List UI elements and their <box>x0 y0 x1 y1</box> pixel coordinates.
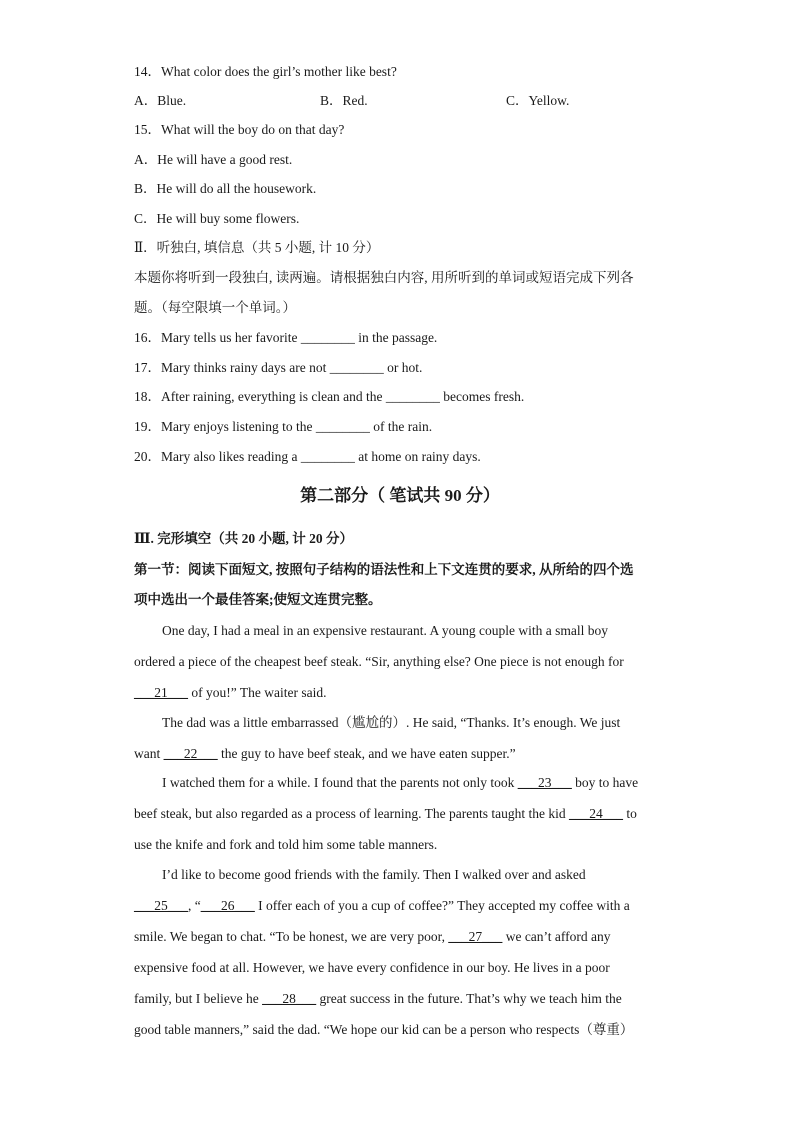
fill-question-18: 18．After raining, everything is clean and the ________ becomes fresh. <box>134 389 525 404</box>
passage-line: family, but I believe he ___28___ great success in the future. That’s why we teach him the <box>134 991 622 1006</box>
passage-line: One day, I had a meal in an expensive restaurant. A young couple with a small boy <box>162 623 609 638</box>
question-15: 15．What will the boy do on that day? <box>134 122 345 137</box>
blank-25: ___25___ <box>134 898 188 913</box>
passage-line: good table manners,” said the dad. “We hope our kid can be a person who respects（尊重） <box>134 1022 634 1037</box>
option-c: C．Yellow. <box>506 93 570 108</box>
section-2-title: Ⅱ．听独白, 填信息（共 5 小题, 计 10 分） <box>134 240 380 255</box>
blank-26: ___26___ <box>200 898 255 913</box>
section-2-instruction: 本题你将听到一段独白, 读两遍。请根据独白内容, 用所听到的单词或短语完成下列各 <box>134 270 634 285</box>
passage-line: want ___22___ the guy to have beef steak, and we have eaten supper.” <box>134 746 516 761</box>
section-3-title: Ⅲ. 完形填空（共 20 小题, 计 20 分） <box>134 531 353 546</box>
option-b: B．Red. <box>320 93 368 108</box>
blank-21: ___21___ <box>134 685 188 700</box>
fill-question-19: 19．Mary enjoys listening to the ________ of the rain. <box>134 419 433 434</box>
section-3-instruction-cont: 项中选出一个最佳答案;使短文连贯完整。 <box>134 592 382 607</box>
fill-question-17: 17．Mary thinks rainy days are not ________ or hot. <box>134 360 423 375</box>
passage-line: ordered a piece of the cheapest beef steak. “Sir, anything else? One piece is not enough for <box>134 654 624 669</box>
blank-28: ___28___ <box>262 991 317 1006</box>
option-b: B．He will do all the housework. <box>134 181 317 196</box>
option-c: C．He will buy some flowers. <box>134 211 300 226</box>
part-2-title: 第二部分（ 笔试共 90 分） <box>300 486 500 505</box>
blank-24: ___24___ <box>568 806 623 821</box>
section-3-instruction: 第一节：阅读下面短文, 按照句子结构的语法性和上下文连贯的要求, 从所给的四个选 <box>134 562 634 577</box>
section-2-instruction-cont: 题。（每空限填一个单词。） <box>134 300 296 315</box>
passage-line: The dad was a little embarrassed（尴尬的）. He said, “Thanks. It’s enough. We just <box>162 715 621 730</box>
passage-line: beef steak, but also regarded as a process of learning. The parents taught the kid ___24___ to <box>134 806 637 821</box>
option-a: A．He will have a good rest. <box>134 152 293 167</box>
passage-line: expensive food at all. However, we have every confidence in our boy. He lives in a poor <box>134 960 610 975</box>
fill-question-16: 16．Mary tells us her favorite ________ in the passage. <box>134 330 438 345</box>
blank-22: ___22___ <box>163 746 218 761</box>
passage-line: I’d like to become good friends with the family. Then I walked over and asked <box>162 867 586 882</box>
passage-line: ___25___, “___26___ I offer each of you a cup of coffee?” They accepted my coffee with a <box>134 898 630 913</box>
fill-question-20: 20．Mary also likes reading a ________ at home on rainy days. <box>134 449 481 464</box>
question-14: 14．What color does the girl’s mother like best? <box>134 64 397 79</box>
passage-line: smile. We began to chat. “To be honest, we are very poor, ___27___ we can’t afford any <box>134 929 611 944</box>
passage-line: ___21___ of you!” The waiter said. <box>134 685 327 700</box>
option-a: A．Blue. <box>134 93 187 108</box>
passage-line: use the knife and fork and told him some table manners. <box>134 837 438 852</box>
blank-27: ___27___ <box>448 929 503 944</box>
blank-23: ___23___ <box>517 775 572 790</box>
passage-line: I watched them for a while. I found that the parents not only took ___23___ boy to have <box>162 775 639 790</box>
